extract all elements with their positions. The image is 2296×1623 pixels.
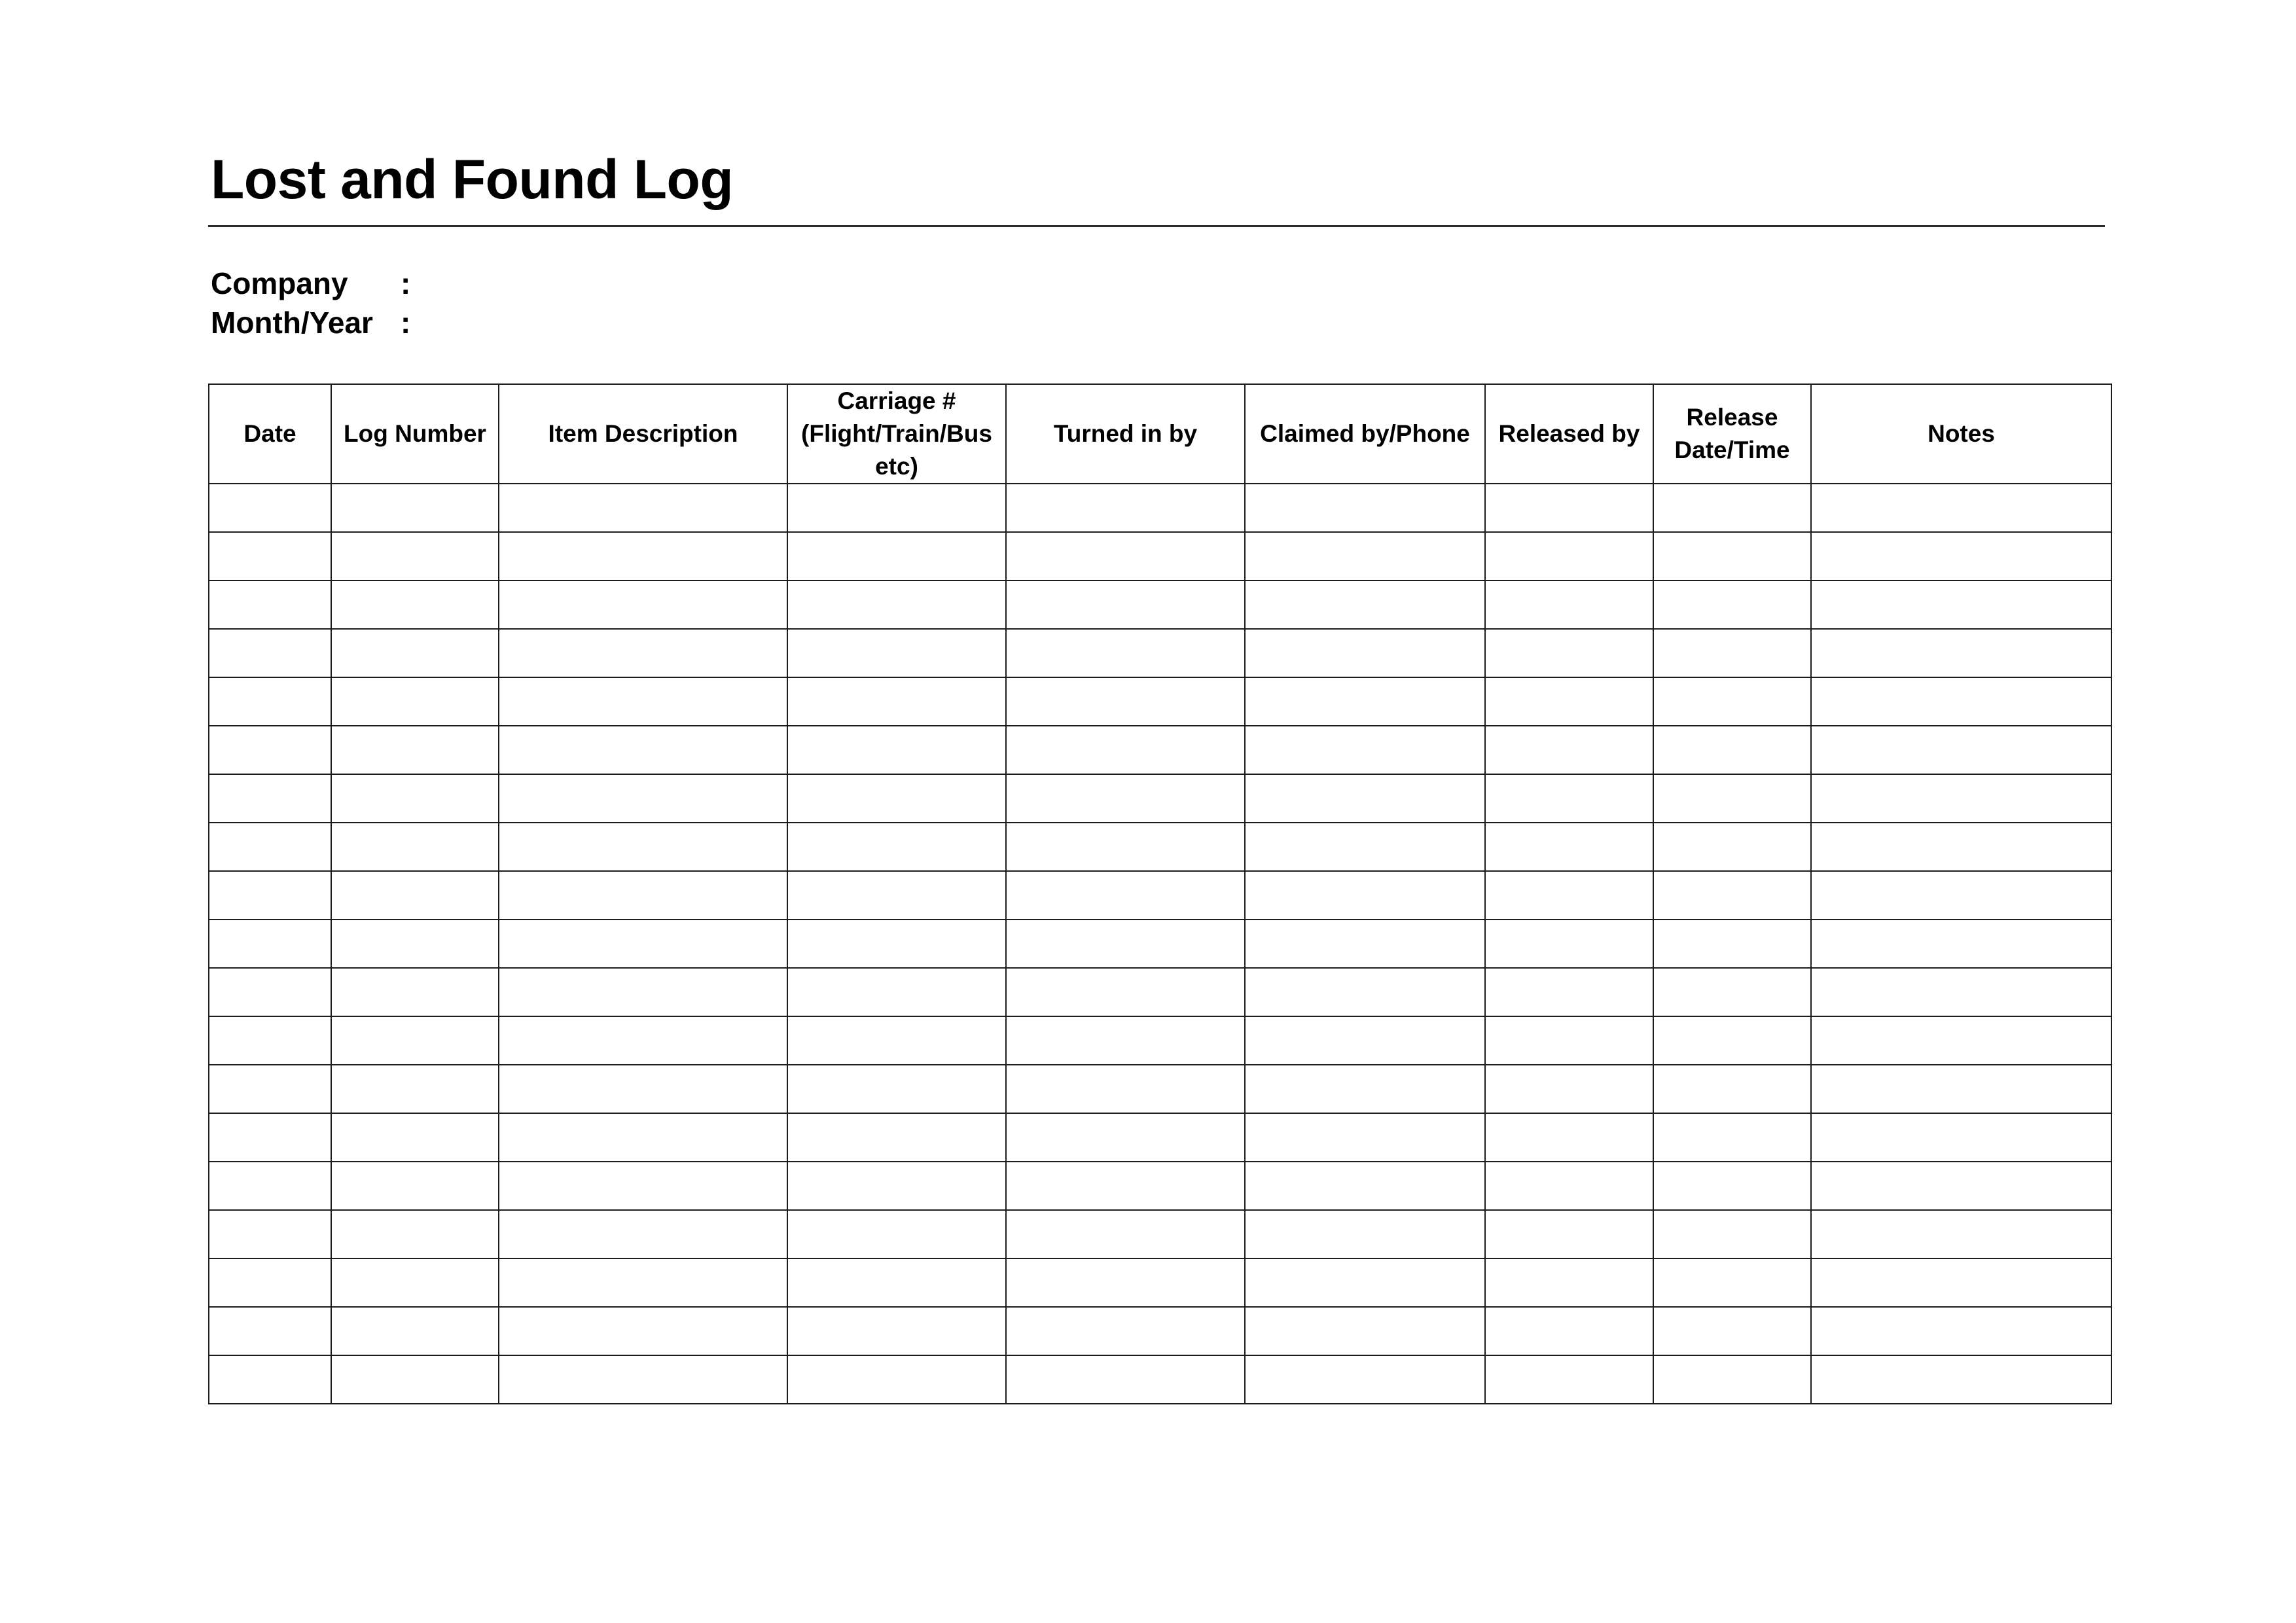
table-cell-turned-in-by[interactable]	[1006, 823, 1245, 871]
table-row	[209, 677, 2111, 726]
column-header-line: Date/Time	[1674, 437, 1790, 463]
table-cell-log-number[interactable]	[331, 1113, 499, 1162]
table-cell-log-number[interactable]	[331, 532, 499, 580]
table-cell-item-description[interactable]	[499, 726, 787, 774]
table-cell-release-date-time[interactable]	[1653, 1258, 1811, 1307]
company-label: Company	[211, 266, 348, 300]
table-cell-claimed-by-phone[interactable]	[1245, 1162, 1485, 1210]
table-cell-release-date-time[interactable]	[1653, 823, 1811, 871]
table-cell-turned-in-by[interactable]	[1006, 1113, 1245, 1162]
table-cell-released-by[interactable]	[1485, 1355, 1653, 1404]
table-cell-carriage[interactable]	[787, 580, 1006, 629]
table-cell-notes[interactable]	[1811, 532, 2111, 580]
column-header-line: Notes	[1928, 420, 1995, 447]
column-header-line: Date	[243, 420, 296, 447]
table-header	[209, 384, 2111, 484]
table-row	[209, 1162, 2111, 1210]
table-row	[209, 629, 2111, 677]
column-header-line: Turned in by	[1053, 420, 1198, 447]
table-cell-item-description[interactable]	[499, 1307, 787, 1355]
table-cell-release-date-time[interactable]	[1653, 1162, 1811, 1210]
table-cell-notes[interactable]	[1811, 580, 2111, 629]
table-cell-notes[interactable]	[1811, 484, 2111, 532]
table-cell-carriage[interactable]	[787, 1210, 1006, 1258]
table-cell-item-description[interactable]	[499, 1113, 787, 1162]
column-header-line: Released by	[1498, 420, 1640, 447]
table-cell-carriage[interactable]	[787, 677, 1006, 726]
table-cell-date[interactable]	[209, 1258, 331, 1307]
table-cell-carriage[interactable]	[787, 968, 1006, 1016]
column-header-released-by	[1485, 384, 1653, 484]
table-cell-turned-in-by[interactable]	[1006, 1307, 1245, 1355]
table-cell-date[interactable]	[209, 532, 331, 580]
table-cell-claimed-by-phone[interactable]	[1245, 1307, 1485, 1355]
table-cell-claimed-by-phone[interactable]	[1245, 629, 1485, 677]
table-cell-released-by[interactable]	[1485, 1113, 1653, 1162]
table-cell-carriage[interactable]	[787, 726, 1006, 774]
table-row	[209, 1065, 2111, 1113]
title-divider	[208, 225, 2105, 227]
table-cell-release-date-time[interactable]	[1653, 1307, 1811, 1355]
table-cell-date[interactable]	[209, 1355, 331, 1404]
table-cell-date[interactable]	[209, 484, 331, 532]
table-row	[209, 774, 2111, 823]
table-cell-released-by[interactable]	[1485, 823, 1653, 871]
table-cell-released-by[interactable]	[1485, 1258, 1653, 1307]
table-cell-log-number[interactable]	[331, 968, 499, 1016]
table-cell-released-by[interactable]	[1485, 871, 1653, 919]
table-cell-released-by[interactable]	[1485, 774, 1653, 823]
table-cell-released-by[interactable]	[1485, 532, 1653, 580]
table-cell-log-number[interactable]	[331, 580, 499, 629]
table-row	[209, 1307, 2111, 1355]
table-cell-carriage[interactable]	[787, 871, 1006, 919]
company-separator: :	[401, 266, 411, 300]
column-header-date	[209, 384, 331, 484]
table-cell-carriage[interactable]	[787, 1162, 1006, 1210]
table-cell-log-number[interactable]	[331, 823, 499, 871]
table-cell-notes[interactable]	[1811, 871, 2111, 919]
table-cell-turned-in-by[interactable]	[1006, 871, 1245, 919]
table-cell-claimed-by-phone[interactable]	[1245, 774, 1485, 823]
table-cell-claimed-by-phone[interactable]	[1245, 823, 1485, 871]
table-row	[209, 919, 2111, 968]
table-cell-notes[interactable]	[1811, 1016, 2111, 1065]
table-cell-item-description[interactable]	[499, 1210, 787, 1258]
table-cell-item-description[interactable]	[499, 968, 787, 1016]
table-cell-turned-in-by[interactable]	[1006, 677, 1245, 726]
column-header-line: Carriage #	[837, 387, 956, 414]
table-cell-notes[interactable]	[1811, 1210, 2111, 1258]
table-cell-turned-in-by[interactable]	[1006, 1065, 1245, 1113]
table-cell-carriage[interactable]	[787, 823, 1006, 871]
table-cell-released-by[interactable]	[1485, 1162, 1653, 1210]
table-cell-claimed-by-phone[interactable]	[1245, 1113, 1485, 1162]
table-cell-carriage[interactable]	[787, 774, 1006, 823]
lost-and-found-table	[208, 383, 2112, 1404]
table-cell-date[interactable]	[209, 629, 331, 677]
table-cell-log-number[interactable]	[331, 1210, 499, 1258]
table-cell-date[interactable]	[209, 1307, 331, 1355]
table-cell-date[interactable]	[209, 726, 331, 774]
table-row	[209, 1016, 2111, 1065]
table-cell-notes[interactable]	[1811, 677, 2111, 726]
table-cell-notes[interactable]	[1811, 919, 2111, 968]
table-row	[209, 1258, 2111, 1307]
table-cell-claimed-by-phone[interactable]	[1245, 580, 1485, 629]
table-cell-item-description[interactable]	[499, 1258, 787, 1307]
column-header-line: (Flight/Train/Bus	[801, 420, 992, 447]
table-cell-log-number[interactable]	[331, 919, 499, 968]
table-cell-claimed-by-phone[interactable]	[1245, 1355, 1485, 1404]
table-cell-carriage[interactable]	[787, 532, 1006, 580]
table-cell-item-description[interactable]	[499, 774, 787, 823]
table-cell-carriage[interactable]	[787, 1016, 1006, 1065]
table-cell-released-by[interactable]	[1485, 1307, 1653, 1355]
table-cell-released-by[interactable]	[1485, 484, 1653, 532]
table-cell-notes[interactable]	[1811, 1162, 2111, 1210]
table-cell-date[interactable]	[209, 1210, 331, 1258]
table-cell-item-description[interactable]	[499, 629, 787, 677]
table-cell-carriage[interactable]	[787, 1355, 1006, 1404]
table-cell-carriage[interactable]	[787, 1065, 1006, 1113]
table-cell-released-by[interactable]	[1485, 580, 1653, 629]
table-cell-turned-in-by[interactable]	[1006, 532, 1245, 580]
table-cell-date[interactable]	[209, 919, 331, 968]
table-cell-notes[interactable]	[1811, 1113, 2111, 1162]
column-header-release-date-time	[1653, 384, 1811, 484]
company-field	[211, 264, 420, 303]
table-cell-item-description[interactable]	[499, 823, 787, 871]
table-cell-log-number[interactable]	[331, 1065, 499, 1113]
table-cell-release-date-time[interactable]	[1653, 532, 1811, 580]
table-cell-turned-in-by[interactable]	[1006, 629, 1245, 677]
table-cell-claimed-by-phone[interactable]	[1245, 871, 1485, 919]
table-cell-log-number[interactable]	[331, 726, 499, 774]
table-cell-log-number[interactable]	[331, 1355, 499, 1404]
table-cell-item-description[interactable]	[499, 919, 787, 968]
column-header-line: etc)	[875, 453, 918, 480]
table-cell-date[interactable]	[209, 774, 331, 823]
table-cell-release-date-time[interactable]	[1653, 1113, 1811, 1162]
table-cell-released-by[interactable]	[1485, 1210, 1653, 1258]
table-cell-released-by[interactable]	[1485, 629, 1653, 677]
table-cell-date[interactable]	[209, 677, 331, 726]
table-cell-notes[interactable]	[1811, 1355, 2111, 1404]
table-cell-turned-in-by[interactable]	[1006, 1355, 1245, 1404]
table-cell-released-by[interactable]	[1485, 1016, 1653, 1065]
table-cell-release-date-time[interactable]	[1653, 1065, 1811, 1113]
table-row	[209, 532, 2111, 580]
table-cell-notes[interactable]	[1811, 823, 2111, 871]
table-cell-turned-in-by[interactable]	[1006, 968, 1245, 1016]
table-cell-item-description[interactable]	[499, 484, 787, 532]
table-cell-claimed-by-phone[interactable]	[1245, 919, 1485, 968]
column-header-log-number	[331, 384, 499, 484]
table-cell-log-number[interactable]	[331, 871, 499, 919]
table-cell-item-description[interactable]	[499, 677, 787, 726]
table-cell-turned-in-by[interactable]	[1006, 774, 1245, 823]
table-cell-log-number[interactable]	[331, 774, 499, 823]
table-cell-date[interactable]	[209, 968, 331, 1016]
table-cell-date[interactable]	[209, 1162, 331, 1210]
table-cell-log-number[interactable]	[331, 629, 499, 677]
table-cell-item-description[interactable]	[499, 1065, 787, 1113]
table-cell-notes[interactable]	[1811, 774, 2111, 823]
table-cell-released-by[interactable]	[1485, 726, 1653, 774]
column-header-item-description	[499, 384, 787, 484]
table-cell-claimed-by-phone[interactable]	[1245, 726, 1485, 774]
month-year-separator: :	[401, 306, 411, 340]
table-cell-released-by[interactable]	[1485, 968, 1653, 1016]
table-cell-turned-in-by[interactable]	[1006, 1210, 1245, 1258]
table-cell-release-date-time[interactable]	[1653, 1355, 1811, 1404]
table-cell-turned-in-by[interactable]	[1006, 726, 1245, 774]
column-header-claimed-by-phone	[1245, 384, 1485, 484]
table-cell-claimed-by-phone[interactable]	[1245, 1210, 1485, 1258]
table-cell-claimed-by-phone[interactable]	[1245, 484, 1485, 532]
column-header-carriage	[787, 384, 1006, 484]
table-cell-date[interactable]	[209, 1113, 331, 1162]
table-cell-release-date-time[interactable]	[1653, 1210, 1811, 1258]
header-row	[209, 384, 2111, 484]
table-cell-log-number[interactable]	[331, 1016, 499, 1065]
column-header-line: Log Number	[344, 420, 486, 447]
table-cell-notes[interactable]	[1811, 629, 2111, 677]
table-cell-release-date-time[interactable]	[1653, 1016, 1811, 1065]
table-cell-item-description[interactable]	[499, 1162, 787, 1210]
column-header-line: Release	[1686, 404, 1778, 431]
table-cell-log-number[interactable]	[331, 677, 499, 726]
table-cell-item-description[interactable]	[499, 1016, 787, 1065]
table-cell-release-date-time[interactable]	[1653, 580, 1811, 629]
table-cell-release-date-time[interactable]	[1653, 629, 1811, 677]
table-cell-date[interactable]	[209, 1016, 331, 1065]
table-cell-carriage[interactable]	[787, 1113, 1006, 1162]
table-cell-release-date-time[interactable]	[1653, 484, 1811, 532]
table-cell-log-number[interactable]	[331, 1258, 499, 1307]
table-cell-turned-in-by[interactable]	[1006, 919, 1245, 968]
column-header-turned-in-by	[1006, 384, 1245, 484]
table-cell-carriage[interactable]	[787, 1258, 1006, 1307]
table-cell-carriage[interactable]	[787, 1307, 1006, 1355]
table-cell-claimed-by-phone[interactable]	[1245, 532, 1485, 580]
table-cell-item-description[interactable]	[499, 1355, 787, 1404]
table-row	[209, 1113, 2111, 1162]
table-cell-release-date-time[interactable]	[1653, 677, 1811, 726]
table-cell-release-date-time[interactable]	[1653, 968, 1811, 1016]
table-cell-notes[interactable]	[1811, 726, 2111, 774]
table-cell-turned-in-by[interactable]	[1006, 484, 1245, 532]
table-cell-released-by[interactable]	[1485, 919, 1653, 968]
table-cell-date[interactable]	[209, 580, 331, 629]
table-row	[209, 484, 2111, 532]
table-cell-release-date-time[interactable]	[1653, 774, 1811, 823]
table-row	[209, 1210, 2111, 1258]
table-row	[209, 1355, 2111, 1404]
table-cell-item-description[interactable]	[499, 532, 787, 580]
table-cell-item-description[interactable]	[499, 580, 787, 629]
table-cell-date[interactable]	[209, 1065, 331, 1113]
table-cell-release-date-time[interactable]	[1653, 871, 1811, 919]
table-row	[209, 968, 2111, 1016]
table-cell-turned-in-by[interactable]	[1006, 1162, 1245, 1210]
table-cell-notes[interactable]	[1811, 1307, 2111, 1355]
table-cell-carriage[interactable]	[787, 629, 1006, 677]
table-cell-claimed-by-phone[interactable]	[1245, 968, 1485, 1016]
month-year-field	[211, 303, 420, 342]
table-row	[209, 871, 2111, 919]
table-cell-log-number[interactable]	[331, 484, 499, 532]
header-fields	[211, 264, 420, 342]
table-cell-carriage[interactable]	[787, 919, 1006, 968]
table-cell-release-date-time[interactable]	[1653, 726, 1811, 774]
month-year-label: Month/Year	[211, 306, 373, 340]
table-cell-date[interactable]	[209, 871, 331, 919]
table-cell-notes[interactable]	[1811, 968, 2111, 1016]
table-cell-carriage[interactable]	[787, 484, 1006, 532]
column-header-line: Item Description	[548, 420, 738, 447]
table-body	[209, 484, 2111, 1404]
table-row	[209, 580, 2111, 629]
table-row	[209, 726, 2111, 774]
table-cell-turned-in-by[interactable]	[1006, 1258, 1245, 1307]
table-cell-turned-in-by[interactable]	[1006, 580, 1245, 629]
table-row	[209, 823, 2111, 871]
table-cell-claimed-by-phone[interactable]	[1245, 1065, 1485, 1113]
table-cell-notes[interactable]	[1811, 1065, 2111, 1113]
table-cell-claimed-by-phone[interactable]	[1245, 677, 1485, 726]
table-cell-item-description[interactable]	[499, 871, 787, 919]
table-cell-notes[interactable]	[1811, 1258, 2111, 1307]
table-cell-log-number[interactable]	[331, 1307, 499, 1355]
table-cell-release-date-time[interactable]	[1653, 919, 1811, 968]
page-title: Lost and Found Log	[211, 149, 734, 210]
table-cell-date[interactable]	[209, 823, 331, 871]
table-cell-claimed-by-phone[interactable]	[1245, 1016, 1485, 1065]
table-cell-released-by[interactable]	[1485, 677, 1653, 726]
table-cell-claimed-by-phone[interactable]	[1245, 1258, 1485, 1307]
table-cell-released-by[interactable]	[1485, 1065, 1653, 1113]
column-header-line: Claimed by/Phone	[1260, 420, 1470, 447]
table-cell-log-number[interactable]	[331, 1162, 499, 1210]
column-header-notes	[1811, 384, 2111, 484]
table-cell-turned-in-by[interactable]	[1006, 1016, 1245, 1065]
